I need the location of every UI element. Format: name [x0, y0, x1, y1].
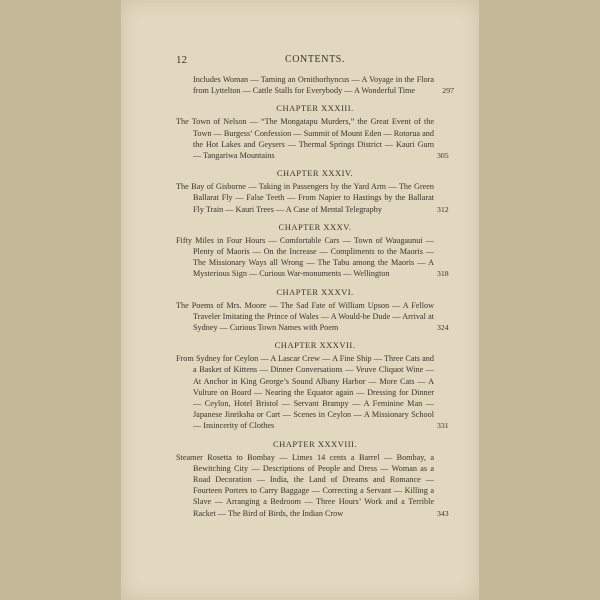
chapter-title: CHAPTER XXXVII. [274, 340, 356, 351]
chapter-title: CHAPTER XXXVIII. [272, 438, 358, 449]
chapter-summary: Steamer Rosetta to Bombay — Limes 14 cents a Barrel — Bombay, a Bewitching City — Descriptions of People and Dress — Woman as a Road Decoration — India, the Land of Dreams and Romance — Fourteen Porters to Carry Baggage — Correcting a Servant — Killing a Slave — Arranging a Bedroom — Three Hours’ Work and a Terrible Racket — The Bird of Birds, the Indian Crow 343 [176, 452, 449, 518]
contents-list [176, 74, 454, 519]
scan-right-margin [479, 0, 600, 600]
entry-page: 297 [442, 86, 454, 96]
entry-text: From Sydney for Ceylon — A Lascar Crew — A Fine Ship — Three Cats and a Basket of Kittens — Dinner Conversations — Veuve Cliquot Wine — At Anchor in King George’s Sound Albany Harbor — More Cats — A Vulture on Board — Nearing the Equator again — Dressing for Dinner — Ceylon, Hotel Bristol — Servant Brampy — A Feminine Man — Japanese Jinriksha or Cart — Scenes in Ceylon — A Missionary School — Insincerity of Clothes [176, 354, 434, 431]
entry-text: The Town of Nelson — “The Mongatapu Murders,” the Great Event of the Town — Burgess’ Confession — Summit of Mount Eden — Rotorua and the Hot Lakes and Geysers — Thermal Springs District — Kauri Gum — Tangariwa Mountains [176, 117, 434, 161]
chapter-title: CHAPTER XXXV. [278, 221, 352, 232]
entry-text: Includes Woman — Taming an Ornithorhyncus — A Voyage in the Flora from Lyttelton — Cattle Stalls for Everybody — A Wonderful Time [193, 75, 434, 96]
chapter-summary: Fifty Miles in Four Hours — Comfortable Cars — Town of Waugaunui — Plenty of Maoris — On the Increase — Compliments to the Maoris — The Missionary Ways all Wrong — The Tabu among the Maoris — A Mysterious Sign — Curious War-monuments — Wellington 318 [176, 235, 449, 279]
chapter-entry [176, 222, 454, 280]
page-number: 12 [176, 54, 187, 66]
continued-entry [176, 74, 454, 96]
chapter-summary: The Poems of Mrs. Moore — The Sad Fate of William Upson — A Fellow Traveler Imitating the Prince of Wales — A Would-be Dude — Arrival at Sydney — Curious Town Names with Poem 324 [176, 300, 449, 333]
chapter-summary: The Town of Nelson — “The Mongatapu Murders,” the Great Event of the Town — Burgess’ Confession — Summit of Mount Eden — Rotorua and the Hot Lakes and Geysers — Thermal Springs District — Kauri Gum — Tangariwa Mountains 305 [176, 117, 449, 161]
chapter-entry [176, 103, 454, 161]
running-head: CONTENTS. [284, 54, 346, 65]
chapter-entry [176, 287, 454, 334]
chapter-summary: From Sydney for Ceylon — A Lascar Crew — A Fine Ship — Three Cats and a Basket of Kittens — Dinner Conversations — Veuve Cliquot Wine — At Anchor in King George’s Sound Albany Harbor — More Cats — A Vulture on Board — Nearing the Equator again — Dressing for Dinner — Ceylon, Hotel Bristol — Servant Brampy — A Feminine Man — Japanese Jinriksha or Cart — Scenes in Ceylon — A Missionary School — Insincerity of Clothes 331 [176, 354, 449, 431]
chapter-entry [176, 439, 454, 519]
chapter-title: CHAPTER XXXIII. [276, 103, 354, 114]
scan-left-margin [0, 0, 121, 600]
entry-text: Fifty Miles in Four Hours — Comfortable Cars — Town of Waugaunui — Plenty of Maoris — On the Increase — Compliments to the Maoris — The Missionary Ways all Wrong — The Tabu among the Maoris — A Mysterious Sign — Curious War-monuments — Wellington [176, 235, 434, 279]
page-header [176, 54, 454, 68]
chapter-entry [176, 168, 454, 215]
entry-text: Steamer Rosetta to Bombay — Limes 14 cents a Barrel — Bombay, a Bewitching City — Descriptions of People and Dress — Woman as a Road Decoration — India, the Land of Dreams and Romance — Fourteen Porters to Carry Baggage — Correcting a Servant — Killing a Slave — Arranging a Bedroom — Three Hours’ Work and a Terrible Racket — The Bird of Birds, the Indian Crow [176, 452, 434, 518]
chapter-title: CHAPTER XXXVI. [276, 286, 354, 297]
chapter-entry [176, 340, 454, 431]
chapter-summary: The Bay of Gisborne — Taking in Passengers by the Yard Arm — The Green Ballarat Fly — False Teeth — From Napier to Hastings by the Ballarat Fly Train — Kauri Trees — A Case of Mental Telegraphy 312 [176, 182, 449, 214]
chapter-title: CHAPTER XXXIV. [276, 168, 354, 179]
entry-text: The Bay of Gisborne — Taking in Passengers by the Yard Arm — The Green Ballarat Fly — False Teeth — From Napier to Hastings by the Ballarat Fly Train — Kauri Trees — A Case of Mental Telegraphy [176, 182, 434, 214]
entry-text: The Poems of Mrs. Moore — The Sad Fate of William Upson — A Fellow Traveler Imitating the Prince of Wales — A Would-be Dude — Arrival at Sydney — Curious Town Names with Poem [176, 300, 434, 333]
